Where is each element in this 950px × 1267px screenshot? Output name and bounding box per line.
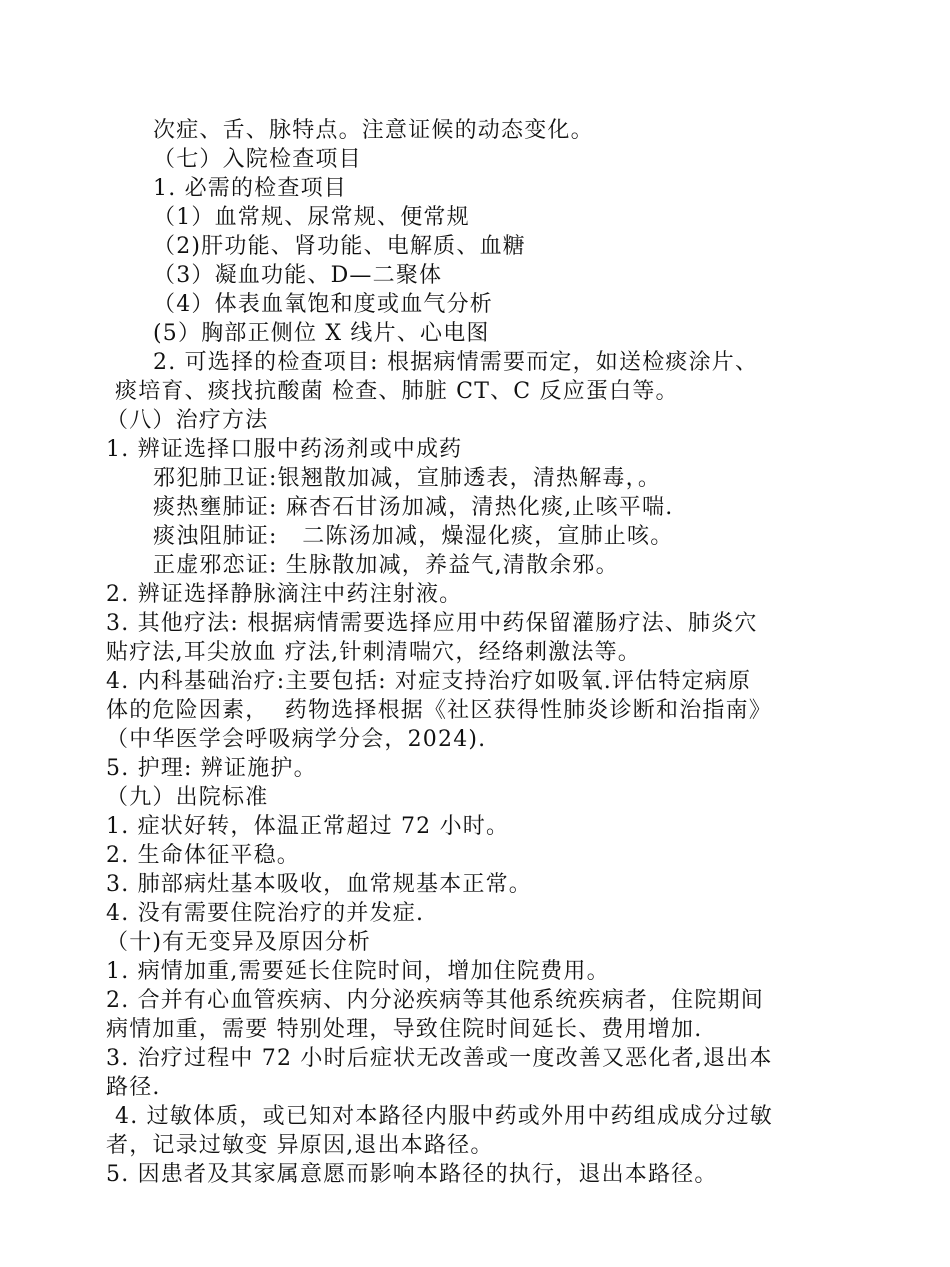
list-item: 4. 过敏体质，或已知对本路径内服中药或外用中药组成成分过敏 (115, 1104, 773, 1129)
list-item: 1. 症状好转，体温正常超过 72 小时。 (106, 814, 510, 839)
list-item: 3. 治疗过程中 72 小时后症状无改善或一度改善又恶化者,退出本 (106, 1046, 773, 1071)
text-line: 痰培育、痰找抗酸菌 检查、肺脏 CT、C 反应蛋白等。 (115, 379, 679, 404)
text-line: 路径. (106, 1075, 161, 1100)
text-line: 贴疗法,耳尖放血 疗法,针刺清喘穴，经络刺激法等。 (106, 640, 641, 665)
list-item: 2. 生命体征平稳。 (106, 843, 300, 868)
list-item: 4. 内科基础治疗:主要包括: 对症支持治疗如吸氧.评估特定病原 (106, 669, 752, 694)
text-line: （中华医学会呼吸病学分会，2024). (106, 727, 487, 752)
section-heading: （七）入院检查项目 (153, 147, 362, 172)
text-line: 病情加重，需要 特别处理，导致住院时间延长、费用增加. (106, 1017, 703, 1042)
section-heading: （九）出院标准 (106, 785, 269, 810)
list-item: 痰浊阻肺证: 二陈汤加减，燥湿化痰，宣肺止咳。 (153, 524, 674, 549)
list-item: 5. 因患者及其家属意愿而影响本路径的执行，退出本路径。 (106, 1162, 718, 1187)
text-line: 者，记录过敏变 异原因,退出本路径。 (106, 1133, 494, 1158)
section-heading: （八）治疗方法 (106, 408, 269, 433)
subsection-heading: 2. 可选择的检查项目: 根据病情需要而定，如送检痰涂片、 (153, 350, 759, 375)
list-item: 3. 其他疗法: 根据病情需要选择应用中药保留灌肠疗法、肺炎穴 (106, 611, 758, 636)
text-line: 次症、舌、脉特点。注意证候的动态变化。 (153, 118, 594, 143)
list-item: 邪犯肺卫证:银翘散加减，宣肺透表，清热解毒，。 (153, 466, 662, 491)
list-item: 5. 护理: 辨证施护。 (106, 756, 317, 781)
list-item: 痰热壅肺证: 麻杏石甘汤加减，清热化痰,止咳平喘. (153, 495, 674, 520)
list-item: 2. 辨证选择静脉滴注中药注射液。 (106, 582, 463, 607)
list-item: 1. 病情加重,需要延长住院时间，增加住院费用。 (106, 959, 610, 984)
list-item: (5）胸部正侧位 X 线片、心电图 (153, 321, 490, 346)
list-item: （1）血常规、尿常规、便常规 (153, 205, 470, 230)
list-item: 1. 辨证选择口服中药汤剂或中成药 (106, 437, 463, 462)
list-item: 4. 没有需要住院治疗的并发症. (106, 901, 425, 926)
list-item: 正虚邪恋证: 生脉散加减，养益气,清散余邪。 (153, 553, 619, 578)
list-item: 3. 肺部病灶基本吸收，血常规基本正常。 (106, 872, 532, 897)
list-item: 2. 合并有心血管疾病、内分泌疾病等其他系统疾病者，住院期间 (106, 988, 764, 1013)
text-line: 体的危险因素， 药物选择根据《社区获得性肺炎诊断和治指南》 (106, 698, 772, 723)
list-item: （2)肝功能、肾功能、电解质、血糖 (153, 234, 526, 259)
list-item: （4）体表血氧饱和度或血气分析 (153, 292, 493, 317)
list-item: （3）凝血功能、D—二聚体 (153, 263, 443, 288)
section-heading: （十)有无变异及原因分析 (106, 930, 371, 955)
subsection-heading: 1. 必需的检查项目 (153, 176, 347, 201)
